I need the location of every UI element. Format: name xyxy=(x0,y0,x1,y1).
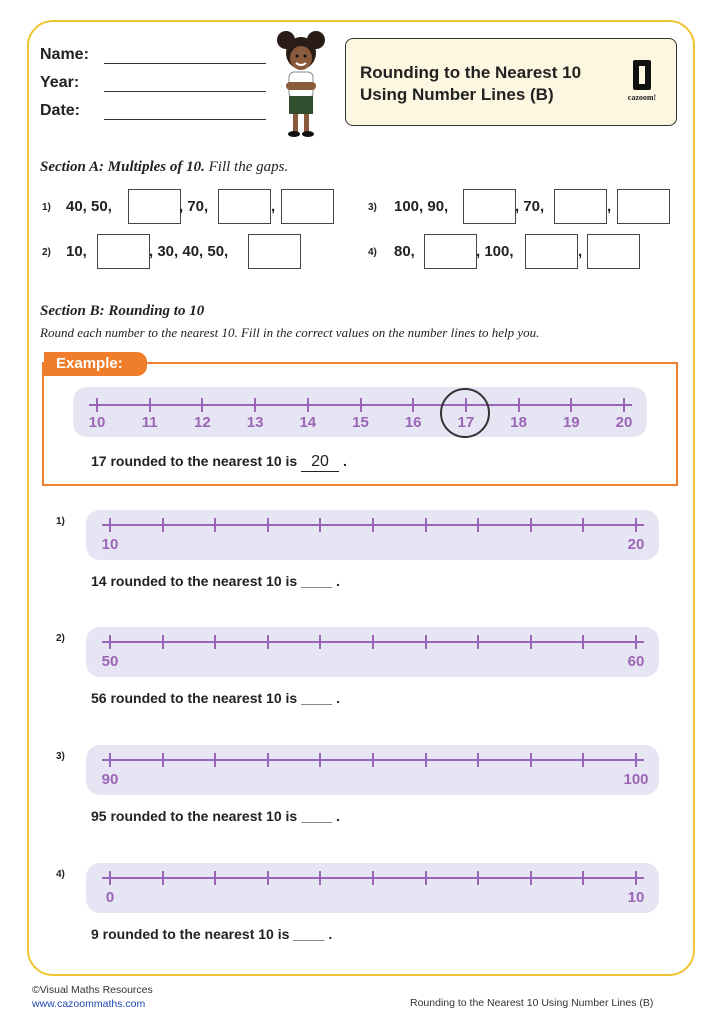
sequence-text: 10, xyxy=(66,243,87,260)
tick-mark xyxy=(254,398,256,412)
example-sentence-text: 17 rounded to the nearest 10 is xyxy=(91,453,298,469)
tick-label: 14 xyxy=(299,414,317,431)
tick-mark xyxy=(267,871,269,885)
tick-mark xyxy=(109,753,111,767)
tick-mark xyxy=(267,753,269,767)
section-b-title: Section B: Rounding to 10 xyxy=(40,303,205,319)
tick-mark xyxy=(477,871,479,885)
sequence-text: , xyxy=(607,198,612,215)
tick-mark xyxy=(109,635,111,649)
tick-mark xyxy=(214,635,216,649)
tick-mark xyxy=(425,871,427,885)
name-field[interactable] xyxy=(104,63,266,64)
question-number: 4) xyxy=(368,247,377,258)
sequence-text: 100, 90, xyxy=(394,198,449,215)
tick-mark xyxy=(582,753,584,767)
answer-box[interactable] xyxy=(463,189,516,224)
website-link[interactable]: www.cazoommaths.com xyxy=(32,998,146,1010)
footer-title: Rounding to the Nearest 10 Using Number Lines (B) xyxy=(410,997,654,1009)
tick-mark xyxy=(477,753,479,767)
answer-box[interactable] xyxy=(554,189,607,224)
tick-mark xyxy=(319,871,321,885)
sentence-end: . xyxy=(336,573,340,589)
tick-mark xyxy=(360,398,362,412)
end-label: 10 xyxy=(627,889,645,906)
student-illustration xyxy=(272,26,330,140)
answer-blank[interactable]: ____ xyxy=(301,573,333,589)
tick-label: 10 xyxy=(88,414,106,431)
answer-box[interactable] xyxy=(525,234,578,269)
tick-mark xyxy=(582,871,584,885)
tick-mark xyxy=(214,518,216,532)
answer-box[interactable] xyxy=(218,189,271,224)
tick-mark xyxy=(372,753,374,767)
section-b-heading xyxy=(40,303,204,320)
logo-text: cazoom! xyxy=(627,93,657,102)
start-label: 90 xyxy=(101,771,119,788)
sequence-text: 80, xyxy=(394,243,415,260)
tick-mark xyxy=(109,871,111,885)
tick-label: 11 xyxy=(141,414,158,431)
tick-label: 20 xyxy=(615,414,633,431)
answer-box[interactable] xyxy=(128,189,181,224)
sentence-end: . xyxy=(328,926,333,942)
tick-mark xyxy=(201,398,203,412)
tick-mark xyxy=(477,635,479,649)
section-a-instruction: Fill the gaps. xyxy=(208,159,289,175)
answer-box[interactable] xyxy=(97,234,150,269)
section-b-instruction: Round each number to the nearest 10. Fill in the correct values on the number lines to help you. xyxy=(40,325,540,340)
tick-mark xyxy=(635,635,637,649)
date-field[interactable] xyxy=(104,119,266,120)
section-a-title: Section A: Multiples of 10. xyxy=(40,159,205,175)
answer-box[interactable] xyxy=(424,234,477,269)
tick-mark xyxy=(319,753,321,767)
answer-blank[interactable]: ____ xyxy=(293,926,325,942)
tick-mark xyxy=(162,518,164,532)
tick-label: 16 xyxy=(404,414,422,431)
sentence-text: 95 rounded to the nearest 10 is xyxy=(91,808,298,824)
copyright-text: ©Visual Maths Resources xyxy=(32,984,153,996)
tick-mark xyxy=(518,398,520,412)
answer-box[interactable] xyxy=(281,189,334,224)
question-number: 3) xyxy=(368,202,377,213)
sequence-text: , 100, xyxy=(476,243,514,260)
answer-box[interactable] xyxy=(587,234,640,269)
rounding-sentence xyxy=(91,573,340,589)
tick-mark xyxy=(214,871,216,885)
end-label: 20 xyxy=(627,536,645,553)
circle-mark xyxy=(439,387,493,441)
question-number: 2) xyxy=(56,633,65,644)
sentence-end: . xyxy=(336,690,340,706)
worksheet-title: Rounding to the Nearest 10 Using Number Lines (B) xyxy=(360,63,582,104)
tick-mark xyxy=(162,753,164,767)
sentence-text: 14 rounded to the nearest 10 is xyxy=(91,573,298,589)
end-label: 100 xyxy=(623,771,649,788)
tick-label: 12 xyxy=(194,414,211,431)
tick-mark xyxy=(582,518,584,532)
tick-mark xyxy=(319,635,321,649)
tick-mark xyxy=(635,871,637,885)
tick-mark xyxy=(267,518,269,532)
sentence-end: . xyxy=(336,808,340,824)
example-tab: Example: xyxy=(44,352,147,376)
year-field[interactable] xyxy=(104,91,266,92)
tick-mark xyxy=(372,635,374,649)
tick-mark xyxy=(425,518,427,532)
tick-mark xyxy=(372,518,374,532)
tick-mark xyxy=(530,753,532,767)
name-label: Name: xyxy=(40,46,89,63)
tick-mark xyxy=(530,871,532,885)
rounding-sentence xyxy=(91,808,340,824)
answer-box[interactable] xyxy=(617,189,670,224)
answer-blank[interactable]: ____ xyxy=(301,808,333,824)
tick-mark xyxy=(412,398,414,412)
sequence-text: , 30, 40, 50, xyxy=(149,243,229,260)
question-number: 1) xyxy=(56,516,65,527)
tick-mark xyxy=(530,518,532,532)
end-label: 60 xyxy=(627,653,645,670)
example-answer: 20 xyxy=(301,453,339,472)
sentence-text: 56 rounded to the nearest 10 is xyxy=(91,690,298,706)
tick-mark xyxy=(570,398,572,412)
tick-mark xyxy=(425,753,427,767)
question-number: 4) xyxy=(56,869,65,880)
question-number: 1) xyxy=(42,202,51,213)
tick-mark xyxy=(425,635,427,649)
tick-mark xyxy=(582,635,584,649)
tick-mark xyxy=(96,398,98,412)
tick-mark xyxy=(162,635,164,649)
rounding-sentence xyxy=(91,690,340,706)
start-label: 0 xyxy=(105,889,115,906)
title-box xyxy=(345,38,677,126)
tick-label: 13 xyxy=(246,414,264,431)
tick-mark xyxy=(530,635,532,649)
rounding-sentence xyxy=(91,926,332,942)
tick-mark xyxy=(635,518,637,532)
sentence-text: 9 rounded to the nearest 10 is xyxy=(91,926,290,942)
tick-mark xyxy=(214,753,216,767)
sequence-text: , 70, xyxy=(515,198,545,215)
tick-mark xyxy=(307,398,309,412)
date-label: Date: xyxy=(40,102,81,119)
question-number: 3) xyxy=(56,751,65,762)
tick-mark xyxy=(162,871,164,885)
tick-mark xyxy=(477,518,479,532)
start-label: 50 xyxy=(101,653,119,670)
tick-mark xyxy=(372,871,374,885)
tick-label: 15 xyxy=(352,414,369,431)
tick-mark xyxy=(319,518,321,532)
tick-mark xyxy=(267,635,269,649)
cazoom-logo xyxy=(622,57,662,111)
example-sentence xyxy=(91,453,347,472)
question-number: 2) xyxy=(42,247,51,258)
tick-label: 17 xyxy=(457,414,475,431)
tick-label: 19 xyxy=(562,414,580,431)
sequence-text: 40, 50, xyxy=(66,198,112,215)
section-a-heading xyxy=(40,159,288,176)
sequence-text: , xyxy=(271,198,276,215)
answer-box[interactable] xyxy=(248,234,301,269)
start-label: 10 xyxy=(101,536,119,553)
tick-mark xyxy=(623,398,625,412)
tick-label: 18 xyxy=(510,414,527,431)
footer-link-wrap xyxy=(32,998,145,1010)
year-label: Year: xyxy=(40,74,80,91)
tick-mark xyxy=(109,518,111,532)
answer-blank[interactable]: ____ xyxy=(301,690,333,706)
sequence-text: , 70, xyxy=(179,198,209,215)
tick-mark xyxy=(149,398,151,412)
example-sentence-end: . xyxy=(342,453,347,469)
tick-mark xyxy=(635,753,637,767)
sequence-text: , xyxy=(578,243,583,260)
